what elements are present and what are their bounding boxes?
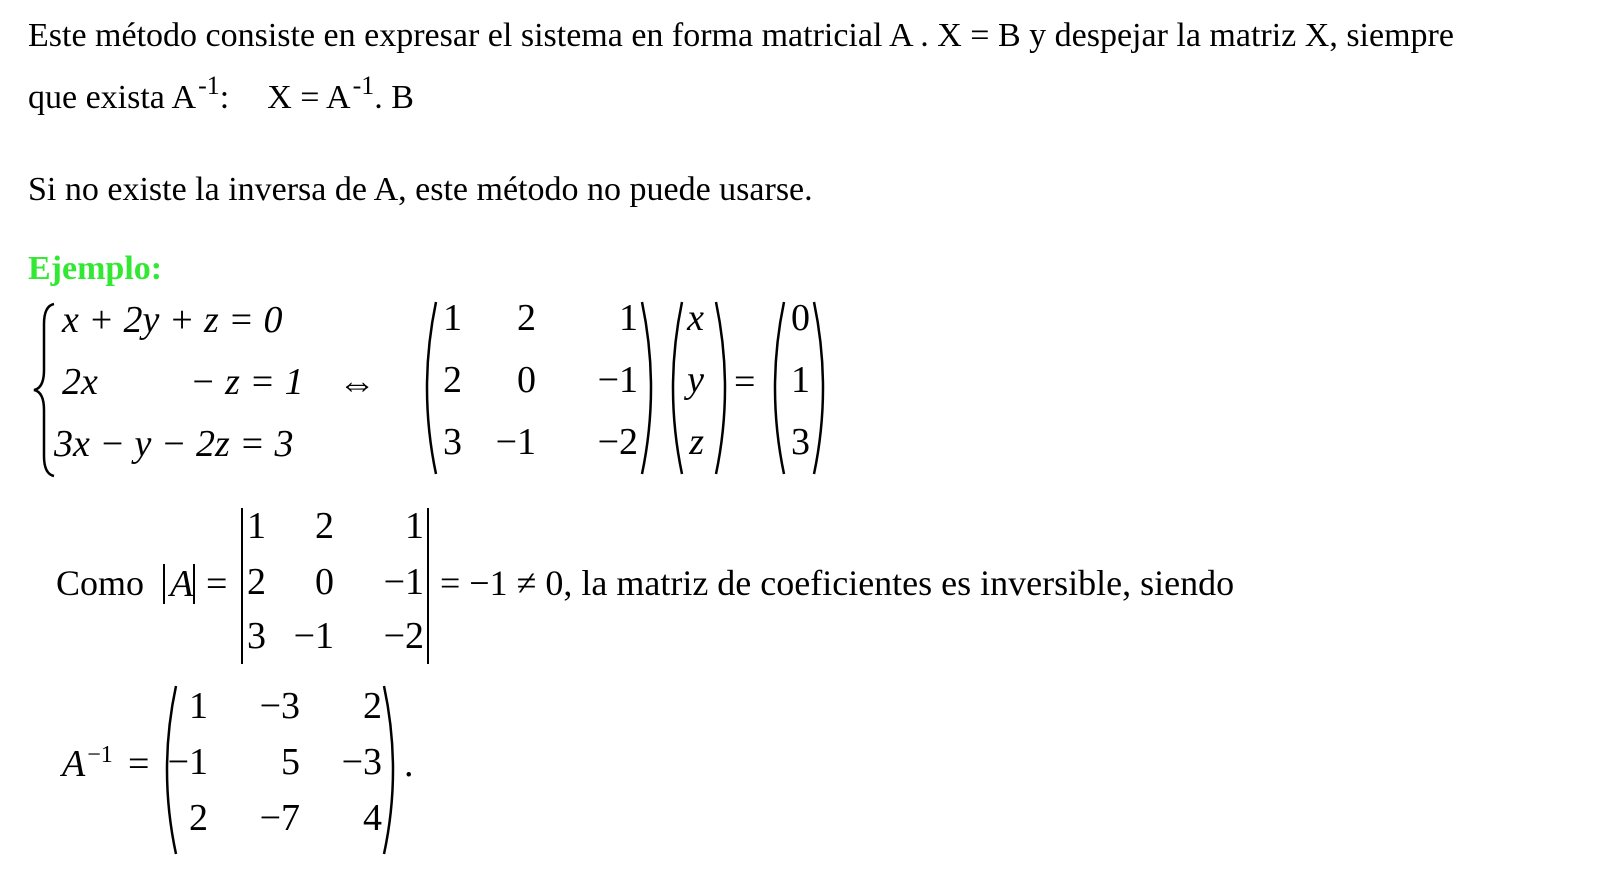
inv-cell-r1-c2: −3 xyxy=(259,685,300,727)
det-cell-r3-c1: 3 xyxy=(247,615,266,657)
intro-line-2 xyxy=(28,71,414,120)
det-cell-r2-c2: 0 xyxy=(315,561,334,603)
inverse-superscript: -1 xyxy=(198,71,220,100)
inv-cell-r3-c1: 2 xyxy=(189,797,208,839)
var-cell-r2: y xyxy=(687,359,704,401)
coef-cell-r3-c2: −1 xyxy=(495,421,536,463)
example-heading: Ejemplo: xyxy=(28,250,163,287)
formula-superscript: -1 xyxy=(352,71,375,100)
det-cell-r3-c3: −2 xyxy=(383,615,424,657)
equation-2b xyxy=(190,360,304,404)
var-cell-r1: x xyxy=(687,297,704,339)
coef-cell-r1-c2: 2 xyxy=(517,297,536,339)
intro-colon: : xyxy=(219,79,230,116)
equation-3-text: 3x − y − 2z = 3 xyxy=(54,423,294,465)
inverse-letter: A xyxy=(62,743,86,785)
coef-cell-r2-c2: 0 xyxy=(517,359,536,401)
rhs-cell-r1: 0 xyxy=(791,297,810,339)
inv-cell-r3-c2: −7 xyxy=(259,797,300,839)
coef-cell-r2-c1: 2 xyxy=(443,359,462,401)
det-equals: = xyxy=(206,563,228,605)
intro-line-1: Este método consiste en expresar el sistema en forma matricial A . X = B y despejar la matriz X, siempre xyxy=(28,17,1454,54)
abs-a-letter: A xyxy=(170,563,194,605)
inverse-period: . xyxy=(404,743,414,785)
inv-cell-r3-c3: 4 xyxy=(363,797,382,839)
inv-cell-r2-c1: −1 xyxy=(167,741,208,783)
inverse-equals: = xyxy=(128,743,150,785)
formula-lhs: X = A xyxy=(267,79,351,116)
rhs-cell-r2: 1 xyxy=(791,359,810,401)
inv-cell-r2-c3: −3 xyxy=(341,741,382,783)
det-cell-r3-c2: −1 xyxy=(293,615,334,657)
coef-cell-r2-c3: −1 xyxy=(597,359,638,401)
rhs-cell-r3: 3 xyxy=(791,421,810,463)
inv-cell-r1-c1: 1 xyxy=(189,685,208,727)
det-cell-r1-c1: 1 xyxy=(247,505,266,547)
matrix-equals: = xyxy=(734,361,756,403)
coef-cell-r3-c1: 3 xyxy=(443,421,462,463)
inv-cell-r1-c3: 2 xyxy=(363,685,382,727)
coef-cell-r1-c1: 1 xyxy=(443,297,462,339)
det-result: = −1 ≠ 0, la matriz de coeficientes es inversible, siendo xyxy=(440,563,1235,603)
note-text: Si no existe la inversa de A, este método no puede usarse. xyxy=(28,171,813,208)
equation-2a xyxy=(62,360,98,404)
inv-cell-r2-c2: 5 xyxy=(281,741,300,783)
equation-1 xyxy=(62,298,282,342)
coef-cell-r1-c3: 1 xyxy=(619,297,638,339)
formula-rhs: . B xyxy=(374,79,414,116)
equation-3 xyxy=(54,422,293,466)
var-cell-r3: z xyxy=(689,421,704,463)
det-cell-r1-c2: 2 xyxy=(315,505,334,547)
det-cell-r2-c1: 2 xyxy=(247,561,266,603)
intro-line-2-text: que exista A xyxy=(28,79,197,116)
det-cell-r1-c3: 1 xyxy=(405,505,424,547)
como-label: Como xyxy=(56,563,145,603)
equation-2b-text: − z = 1 xyxy=(190,361,304,403)
det-cell-r2-c3: −1 xyxy=(383,561,424,603)
equation-2a-text: 2x xyxy=(62,361,98,403)
coef-cell-r3-c3: −2 xyxy=(597,421,638,463)
inverse-label-sup: −1 xyxy=(87,742,113,768)
equation-1-text: x + 2y + z = 0 xyxy=(62,299,283,341)
equivalence-symbol: ⇔ xyxy=(338,363,376,405)
